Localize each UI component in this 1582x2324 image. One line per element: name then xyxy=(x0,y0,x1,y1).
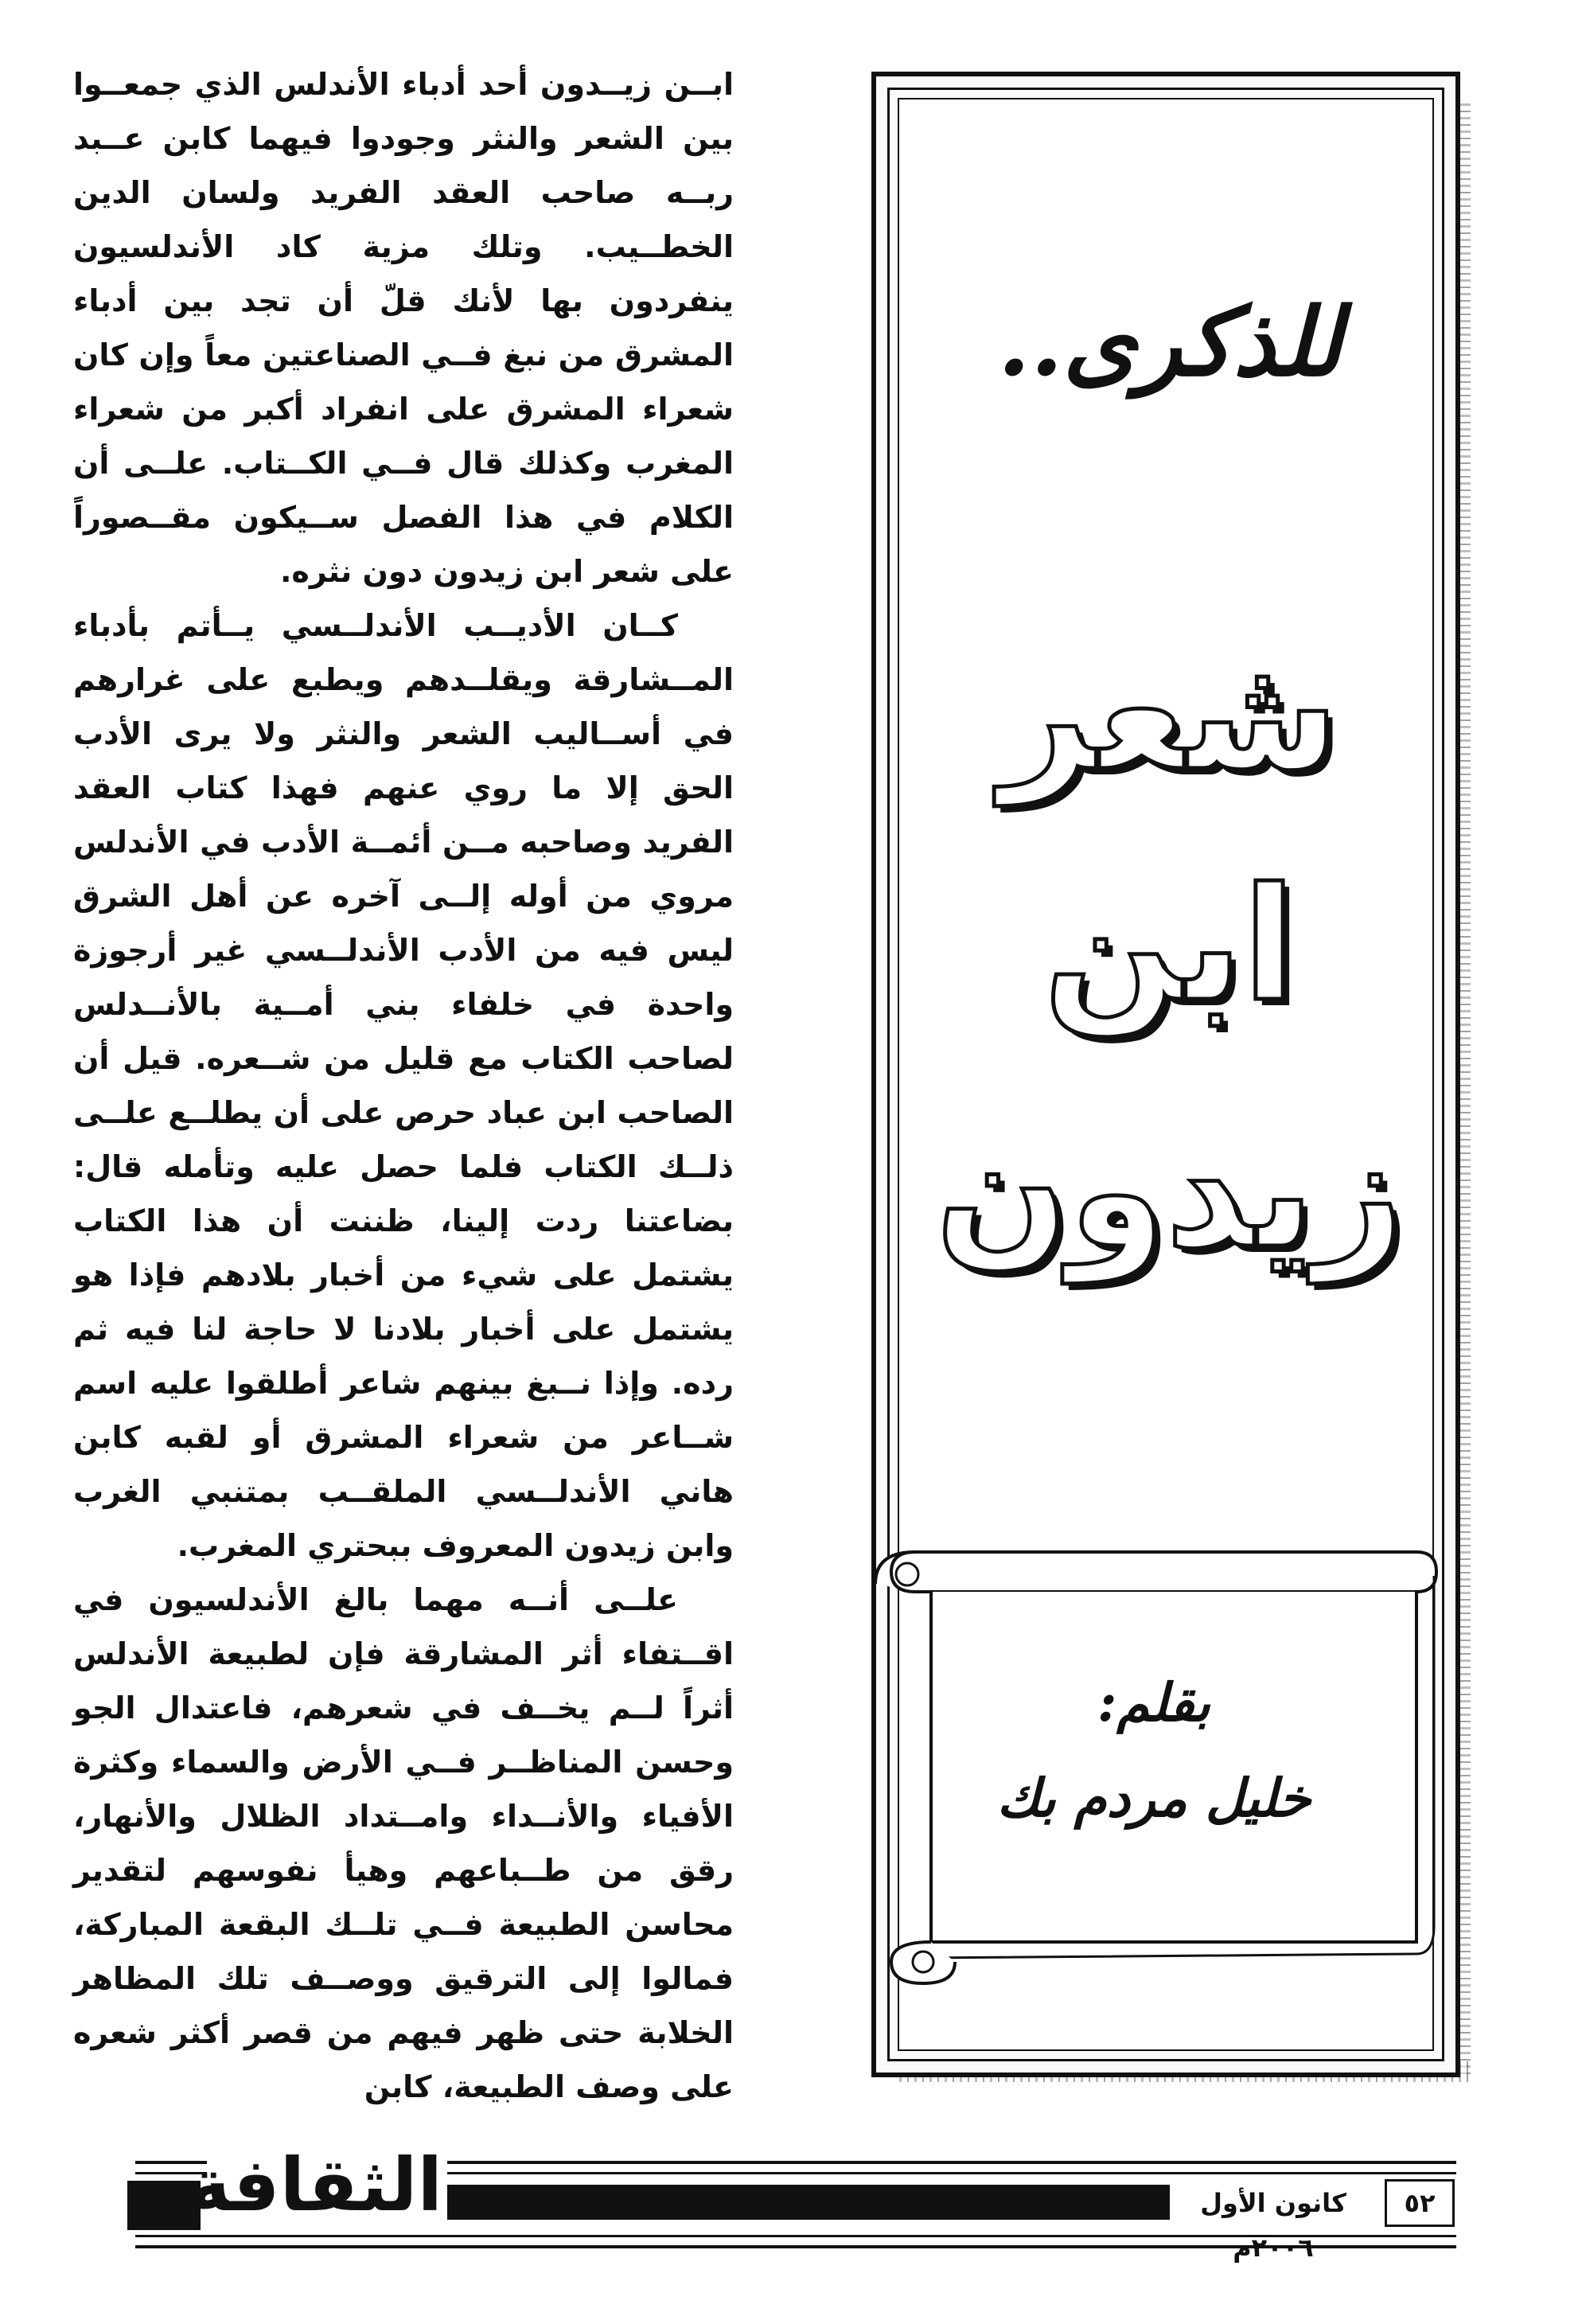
scroll-ornament xyxy=(844,1528,1448,1998)
title-line-3: زيدون xyxy=(935,1102,1405,1283)
byline-label: بقلم: xyxy=(1097,1671,1210,1733)
article-paragraph: علــى أنــه مهما بالغ الأندلسيون في اقــتفاء أثر المشارقة فإن لطبيعة الأندلس أثراً لــم يخــف في شعرهم، فاعتدال الجو وحسن المناظــر فــي الأرض والسماء وكثرة الأفياء والأنــداء وامــتداد الظلال والأنهار، رقق من طــباعهم وهيأ نفوسهم لتقدير محاسن الطبيعة فــي تلــك البقعة المباركة، فمالوا إلى الترقيق ووصــف تلك المظاهر الخلابة حتى ظهر فيهم من قصر أكثر شعره على وصف الطبيعة، كابن xyxy=(73,1582,734,2104)
kicker-text: للذكرى.. xyxy=(997,287,1342,397)
footer-bar-decoration xyxy=(442,2185,1170,2220)
title-line-2: ابن xyxy=(1043,855,1296,1036)
article-paragraph: كــان الأديــب الأندلــسي يــأتم بأدباء المــشارقة ويقلــدهم ويطبع على غرارهم في أســاليب الشعر والنثر ولا يرى الأدب الحق إلا ما روي عنهم فهذا كتاب العقد الفريد وصاحبه مــن أئمــة الأدب في الأندلس مروي من أوله إلــى آخره عن أهل الشرق ليس فيه من الأدب الأندلــسي غير أرجوزة واحدة في خلفاء بني أمــية بالأنــدلس لصاحب الكتاب مع قليل من شــعره. قيل أن الصاحب ابن عباد حرص على أن يطلــع علــى ذلــك الكتاب فلما حصل عليه وتأمله قال: بضاعتنا ردت إلينا، ظننت أن هذا الكتاب يشتمل على شيء من أخبار بلادهم فإذا هو يشتمل على أخبار بلادنا لا حاجة لنا فيه ثم رده. وإذا نــبغ بينهم شاعر أطلقوا عليه اسم شــاعر من شعراء المشرق أو لقبه كابن هاني الأندلــسي الملقــب بمتنبي الغرب وابن زيدون المعروف ببحتري المغرب. xyxy=(73,608,734,1563)
title-line-1: شعر xyxy=(1000,624,1339,805)
article-paragraph: ابــن زيــدون أحد أدباء الأندلس الذي جمعــوا بين الشعر والنثر وجودوا فيهما كابن عــبد ربــه صاحب العقد الفريد ولسان الدين الخطــيب. وتلك مزية كاد الأندلسيون ينفردون بها لأنك قلّ أن تجد بين أدباء المشرق من نبغ فــي الصناعتين معاً وإن كان شعراء المشرق على انفراد أكبر من شعراء المغرب وكذلك قال فــي الكــتاب. علــى أن الكلام في هذا الفصل ســيكون مقــصوراً على شعر ابن زيدون دون نثره. xyxy=(73,67,734,589)
page-number: ٥٢ xyxy=(1385,2179,1455,2227)
magazine-name: الثقافة xyxy=(207,2149,447,2222)
scroll-icon xyxy=(844,1528,1448,1998)
author-name: خليل مردم بك xyxy=(996,1767,1311,1829)
issue-date: كانون الأول ٢٠٠٦م xyxy=(1200,2188,1346,2263)
article-body xyxy=(73,57,734,2114)
